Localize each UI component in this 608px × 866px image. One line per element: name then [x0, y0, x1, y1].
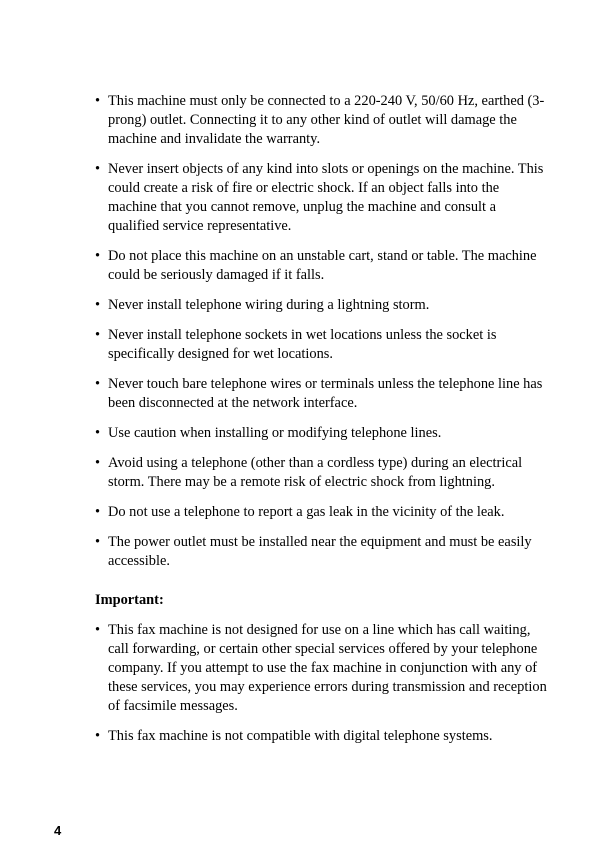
- list-item: [95, 326, 547, 364]
- list-item: [95, 92, 547, 149]
- list-item-text: This machine must only be connected to a 220-240 V, 50/60 Hz, earthed (3-prong) outlet. Connecting it to any other kind of outlet will damage the machine and invalidate the warranty.: [108, 93, 545, 147]
- list-item: [95, 375, 547, 413]
- list-item: [95, 247, 547, 285]
- bullet-icon: •: [95, 297, 101, 313]
- list-item-text: Never install telephone wiring during a lightning storm.: [108, 297, 430, 313]
- list-item-text: Never insert objects of any kind into slots or openings on the machine. This could create a risk of fire or electric shock. If an object falls into the machine that you cannot remove, unplug the machine and consult a qualified service representative.: [108, 161, 544, 234]
- list-item-text: Use caution when installing or modifying telephone lines.: [108, 425, 442, 441]
- list-item: [95, 533, 547, 571]
- list-item: [95, 296, 547, 315]
- list-item: [95, 160, 547, 236]
- bullet-icon: •: [95, 425, 101, 441]
- bullet-icon: •: [95, 534, 101, 550]
- list-item: [95, 621, 547, 716]
- bullet-icon: •: [95, 728, 101, 744]
- bullet-icon: •: [95, 248, 101, 264]
- safety-bullet-list: [95, 92, 547, 571]
- list-item: [95, 454, 547, 492]
- page-content: [95, 92, 547, 757]
- list-item: [95, 424, 547, 443]
- list-item-text: This fax machine is not designed for use on a line which has call waiting, call forwarding, or certain other special services offered by your telephone company. If you attempt to use the fax machine in conjunction with any of these services, you may experience errors during transmission and reception of facsimile messages.: [108, 622, 547, 714]
- list-item-text: Never touch bare telephone wires or terminals unless the telephone line has been disconnected at the network interface.: [108, 376, 543, 411]
- list-item: [95, 727, 547, 746]
- important-heading: Important:: [95, 592, 164, 608]
- list-item-text: Do not use a telephone to report a gas leak in the vicinity of the leak.: [108, 504, 505, 520]
- page-number: 4: [54, 823, 62, 838]
- list-item-text: Avoid using a telephone (other than a cordless type) during an electrical storm. There may be a remote risk of electric shock from lightning.: [108, 455, 523, 490]
- important-bullet-list: [95, 621, 547, 746]
- list-item-text: Do not place this machine on an unstable cart, stand or table. The machine could be seriously damaged if it falls.: [108, 248, 537, 283]
- list-item-text: Never install telephone sockets in wet locations unless the socket is specifically designed for wet locations.: [108, 327, 497, 362]
- bullet-icon: •: [95, 622, 101, 638]
- bullet-icon: •: [95, 93, 101, 109]
- list-item: [95, 503, 547, 522]
- bullet-icon: •: [95, 455, 101, 471]
- bullet-icon: •: [95, 327, 101, 343]
- list-item-text: The power outlet must be installed near the equipment and must be easily accessible.: [108, 534, 532, 569]
- bullet-icon: •: [95, 376, 101, 392]
- bullet-icon: •: [95, 161, 101, 177]
- bullet-icon: •: [95, 504, 101, 520]
- list-item-text: This fax machine is not compatible with digital telephone systems.: [108, 728, 493, 744]
